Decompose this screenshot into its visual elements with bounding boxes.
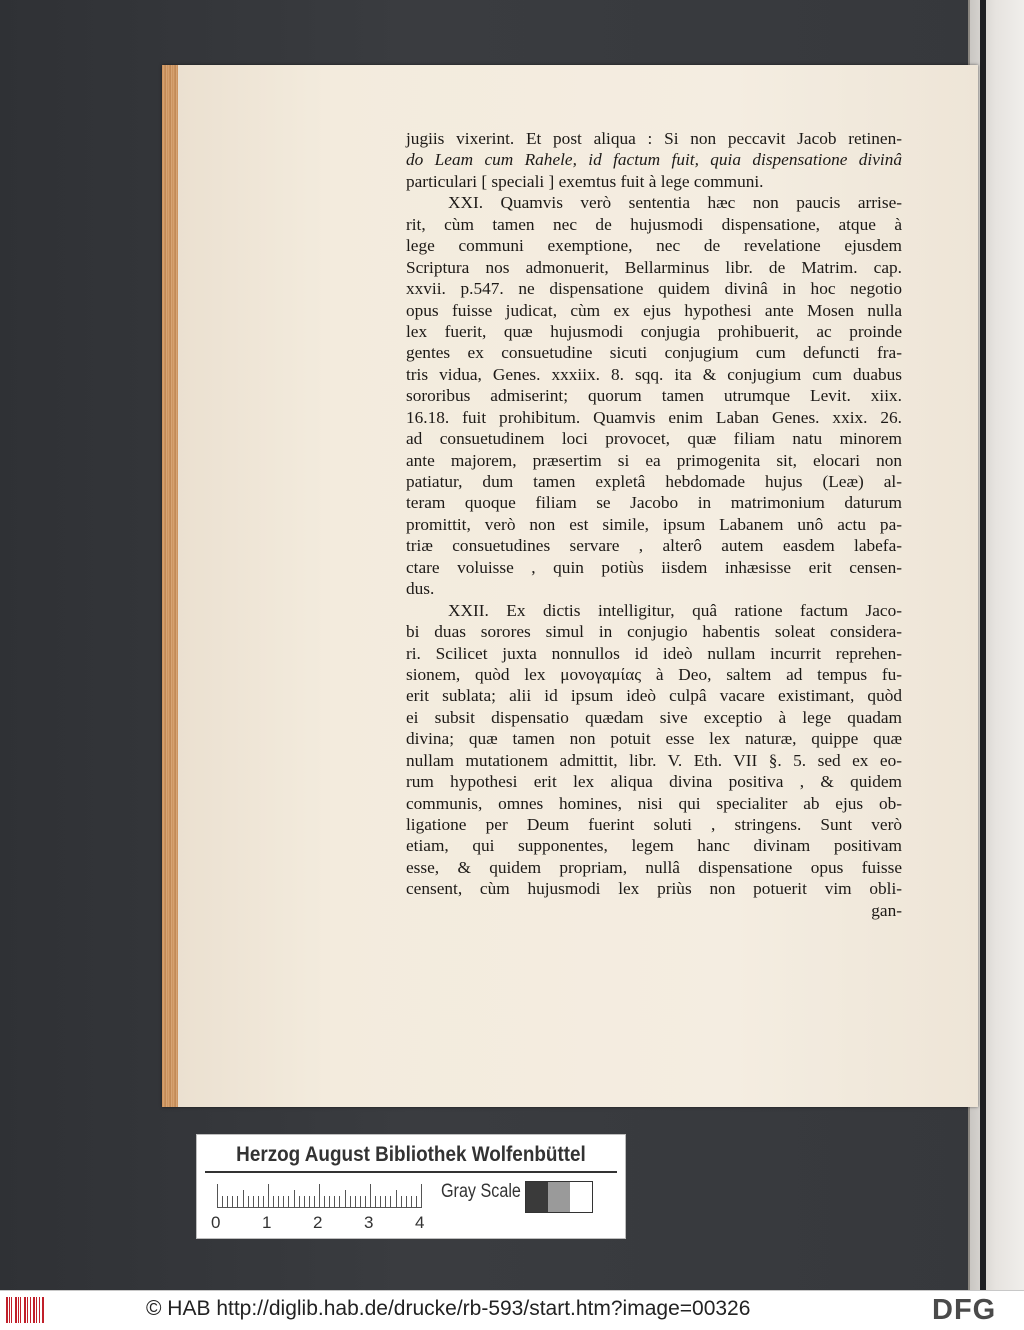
ruler-tick	[283, 1196, 284, 1208]
ruler-tick	[288, 1196, 289, 1208]
ruler-tick	[329, 1196, 330, 1208]
barcode-stripe	[6, 1297, 8, 1323]
text-line: lege communi exemptione, nec de revelatione ejusdem	[406, 236, 902, 256]
color-calibration-card	[196, 1134, 626, 1239]
text-line: opus fuisse judicat, cùm ex ejus hypothesi ante Mosen nulla	[406, 300, 902, 320]
ruler-tick	[401, 1196, 402, 1208]
swatch-light	[570, 1182, 592, 1212]
text-line: lex fuerit, quæ hujusmodi conjugia prohibuerit, ac proinde	[406, 321, 902, 341]
text-line: ante majorem, præsertim si ea primogenita sit, elocari non	[406, 450, 902, 470]
ruler-tick	[421, 1184, 422, 1208]
ruler-tick	[345, 1190, 346, 1208]
text-line: erit sublata; alii id ipsum ideò culpâ vacare existimant, quòd	[406, 686, 902, 706]
ruler-tick	[217, 1184, 218, 1208]
ruler-tick	[248, 1196, 249, 1208]
ruler-tick	[263, 1196, 264, 1208]
gray-scale-label: Gray Scale	[441, 1181, 521, 1202]
ruler-tick	[294, 1190, 295, 1208]
barcode-stripe	[30, 1297, 31, 1323]
ruler-tick	[324, 1196, 325, 1208]
text-line: 16.18. fuit prohibitum. Quamvis enim Laban Genes. xxix. 26.	[406, 407, 902, 427]
text-line: jugiis vixerint. Et post aliqua : Si non peccavit Jacob retinen-	[406, 129, 902, 148]
ruler-tick	[360, 1196, 361, 1208]
text-line: gentes ex consuetudine sicuti conjugium cum defuncti fra-	[406, 343, 902, 363]
ruler-tick	[258, 1196, 259, 1208]
ruler-tick	[304, 1196, 305, 1208]
text-line: XXI. Quamvis verò sententia hæc non paucis arrise-	[448, 193, 902, 213]
dfg-logo: DFG	[932, 1294, 997, 1326]
ruler-tick	[365, 1196, 366, 1208]
barcode-stripe	[11, 1297, 12, 1323]
ruler-number: 3	[364, 1213, 374, 1232]
page-text-block	[406, 128, 902, 921]
text-line: xxvii. p.547. ne dispensatione quidem divinâ in hoc negotio	[406, 279, 902, 299]
ruler-tick	[222, 1196, 223, 1208]
gray-scale-swatches	[525, 1181, 593, 1213]
ruler-number: 4	[415, 1213, 425, 1232]
text-line: esse, & quidem propriam, nullâ dispensatione opus fuisse	[406, 857, 902, 877]
ruler-tick	[411, 1196, 412, 1208]
ruler-tick	[385, 1196, 386, 1208]
text-line: nullam mutationem admittit, libr. V. Eth. VII §. 5. sed ex eo-	[406, 750, 902, 770]
ruler-tick	[406, 1196, 407, 1208]
text-line: dus.	[406, 579, 435, 599]
copyright-url[interactable]: © HAB http://diglib.hab.de/drucke/rb-593/start.htm?image=00326	[146, 1297, 751, 1320]
text-line: divina; quæ tamen non potuit esse lex naturæ, quippe quæ	[406, 729, 902, 749]
text-line: ri. Scilicet juxta nonnullos id ideò nullam incurrit reprehen-	[406, 643, 902, 663]
page-fore-edge	[162, 65, 178, 1107]
footer-bar	[0, 1290, 1024, 1330]
ruler-tick	[273, 1196, 274, 1208]
barcode-stripe	[9, 1297, 10, 1323]
text-line: promittit, verò non est simile, ipsum Labanem unô actu pa-	[406, 514, 902, 534]
ruler-tick	[243, 1190, 244, 1208]
ruler-tick	[350, 1196, 351, 1208]
ruler-tick	[319, 1184, 320, 1208]
ruler-number: 2	[313, 1213, 323, 1232]
barcode-stripe	[36, 1297, 37, 1323]
ruler-tick	[299, 1196, 300, 1208]
text-line: patiatur, dum tamen expletâ hebdomade hujus (Leæ) al-	[406, 472, 902, 491]
text-line: censent, cùm hujusmodi lex priùs non potuerit vim obli-	[406, 879, 902, 899]
text-line: sionem, quòd lex μονογαμίας à Deo, saltem ad tempus fu-	[406, 664, 902, 684]
text-line: gan-	[871, 900, 902, 920]
ruler-tick	[309, 1196, 310, 1208]
text-line: ctare voluisse , quin potiùs iisdem inhæsisse erit censen-	[406, 557, 902, 577]
barcode-stripe	[18, 1297, 19, 1323]
barcode-stripe	[15, 1297, 17, 1323]
card-divider	[205, 1171, 617, 1173]
swatch-dark	[526, 1182, 548, 1212]
library-name: Herzog August Bibliothek Wolfenbüttel	[236, 1143, 586, 1166]
ruler-number: 1	[262, 1213, 272, 1232]
ruler-tick	[380, 1196, 381, 1208]
text-line: rum hypothesi erit lex aliqua divina positiva , & quidem	[406, 772, 902, 792]
ruler-number: 0	[211, 1213, 221, 1232]
ruler-tick	[355, 1196, 356, 1208]
barcode-stripe	[39, 1297, 40, 1323]
barcode-stripe	[27, 1297, 28, 1323]
ruler-tick	[375, 1196, 376, 1208]
text-line: XXII. Ex dictis intelligitur, quâ ratione factum Jaco-	[448, 600, 902, 620]
text-line: rit, cùm tamen nec de hujusmodi dispensatione, atque à	[406, 214, 902, 234]
barcode-stripe	[33, 1297, 35, 1323]
text-line: sororibus admiserint; quorum tamen utrumque Levit. xiix.	[406, 386, 902, 406]
text-line: etiam, qui supponentes, legem hanc divinam positivam	[406, 836, 902, 856]
ruler-tick	[237, 1196, 238, 1208]
text-line: ligatione per Deum fuerint soluti , stringens. Sunt verò	[406, 815, 902, 834]
ruler-tick	[278, 1196, 279, 1208]
text-line: triæ consuetudines servare , alterô autem easdem labefa-	[406, 536, 902, 556]
ruler-tick	[334, 1196, 335, 1208]
text-line: ad consuetudinem loci provocet, quæ filiam natu minorem	[406, 429, 902, 449]
swatch-mid	[548, 1182, 570, 1212]
ruler-tick	[268, 1184, 269, 1208]
ruler-tick	[232, 1196, 233, 1208]
barcode-icon	[6, 1297, 46, 1323]
ruler-numbers	[211, 1213, 441, 1231]
barcode-stripe	[42, 1297, 44, 1323]
ruler-tick	[370, 1184, 371, 1208]
ruler-tick	[227, 1196, 228, 1208]
barcode-stripe	[24, 1297, 26, 1323]
text-line: ei subsit dispensatio quædam sive exceptio à lege quadam	[406, 707, 902, 727]
scale-ruler	[217, 1182, 421, 1208]
ruler-tick	[416, 1196, 417, 1208]
text-line: do Leam cum Rahele, id factum fuit, quia dispensatione divinâ	[406, 150, 902, 170]
ruler-tick	[253, 1196, 254, 1208]
ruler-tick	[339, 1196, 340, 1208]
ruler-tick	[396, 1190, 397, 1208]
ruler-tick	[390, 1196, 391, 1208]
text-line: teram quoque filiam se Jacobo in matrimonium daturum	[406, 493, 902, 513]
text-line: communis, omnes homines, nisi qui specialiter ab ejus ob-	[406, 793, 902, 813]
text-line: Scriptura nos admonuerit, Bellarminus libr. de Matrim. cap.	[406, 257, 902, 277]
text-line: particulari [ speciali ] exemtus fuit à lege communi.	[406, 171, 764, 191]
ruler-tick	[314, 1196, 315, 1208]
text-line: bi duas sorores simul in conjugio habentis soleat considera-	[406, 622, 902, 642]
barcode-stripe	[20, 1297, 21, 1323]
text-line: tris vidua, Genes. xxxiix. 8. sqq. ita & conjugium cum duabus	[406, 364, 902, 384]
